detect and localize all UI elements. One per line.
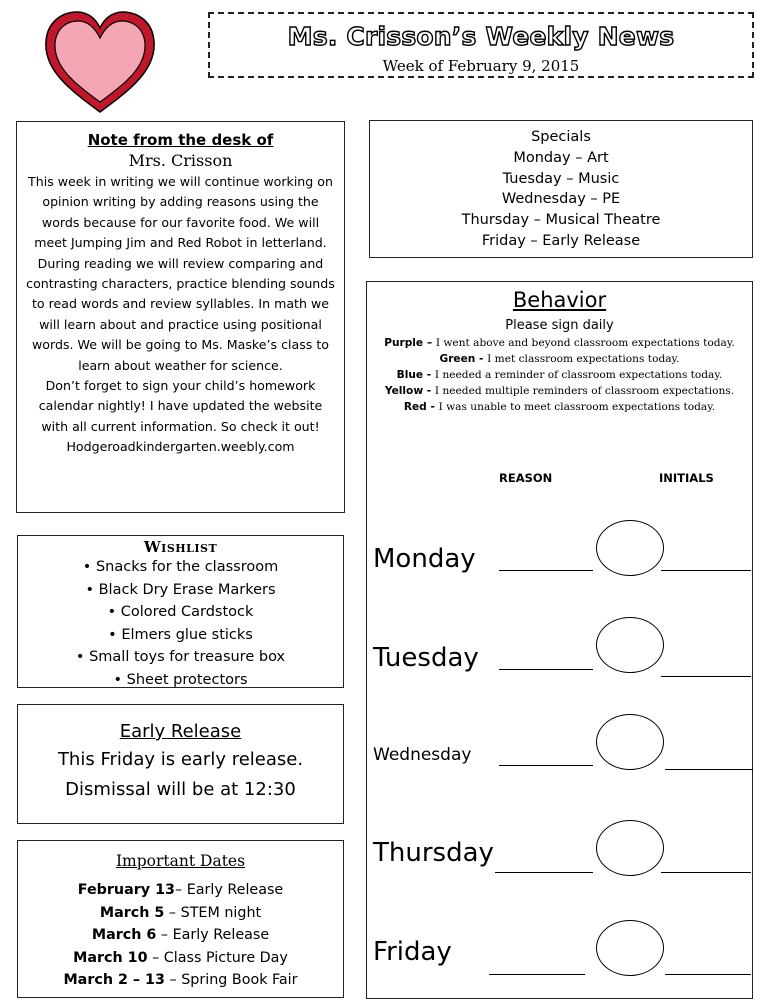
initials-line[interactable] [665, 769, 753, 770]
reason-line[interactable] [499, 570, 593, 571]
color-circle[interactable] [596, 617, 664, 673]
reason-line[interactable] [499, 765, 593, 766]
initials-column-label: INITIALS [659, 471, 714, 485]
date-item: March 6 – Early Release [91, 927, 270, 943]
wishlist-item: • Colored Cardstock [107, 604, 254, 621]
date-item: March 10 – Class Picture Day [73, 949, 288, 966]
wishlist-item: • Sheet protectors [113, 671, 248, 688]
specials-item: Wednesday – PE [501, 191, 621, 208]
wishlist-item: • Elmers glue sticks [108, 626, 253, 643]
initials-line[interactable] [661, 570, 751, 571]
note-paragraph-reminder: Don’t forget to sign your child’s homework calendar nightly! I have updated the website with all current information. So check it out! [38, 378, 323, 434]
heart-icon [40, 8, 160, 120]
specials-item: Thursday – Musical Theatre [461, 212, 661, 229]
reason-column-label: REASON [499, 471, 553, 485]
behavior-subtitle: Please sign daily [505, 318, 614, 333]
wishlist-title: Wishlist [143, 538, 218, 556]
day-label-friday: Friday [373, 937, 452, 967]
behavior-title: Behavior [512, 288, 607, 312]
color-circle[interactable] [596, 714, 664, 770]
date-item: March 5 – STEM night [99, 904, 262, 921]
date-item: March 2 – 13 – Spring Book Fair [63, 972, 298, 988]
initials-line[interactable] [665, 974, 751, 975]
date-item: February 13– Early Release [77, 882, 284, 898]
legend-item-blue: Blue - I needed a reminder of classroom expectations today. [396, 369, 723, 381]
color-circle[interactable] [596, 820, 664, 876]
note-body [25, 172, 336, 458]
color-circle[interactable] [596, 920, 664, 976]
day-row-thursday [367, 812, 754, 902]
day-row-wednesday [367, 707, 754, 797]
day-label-thursday: Thursday [373, 838, 494, 868]
behavior-legend [377, 335, 742, 415]
reason-line[interactable] [499, 669, 593, 670]
wishlist-item: • Snacks for the classroom [82, 559, 279, 575]
day-label-monday: Monday [373, 544, 476, 574]
newsletter-header [208, 12, 754, 78]
behavior-chart [366, 281, 753, 999]
legend-item-red: Red - I was unable to meet classroom expectations today. [403, 401, 716, 413]
initials-line[interactable] [661, 676, 751, 677]
wishlist-item: • Black Dry Erase Markers [85, 581, 276, 598]
day-label-wednesday: Wednesday [373, 745, 472, 765]
early-release-box [17, 704, 344, 824]
day-row-tuesday [367, 607, 754, 697]
week-subtitle: Week of February 9, 2015 [382, 57, 580, 75]
day-label-tuesday: Tuesday [373, 643, 479, 673]
dismissal-time: Dismissal will be at 12:30 [65, 779, 296, 800]
early-release-title: Early Release [119, 721, 242, 742]
initials-line[interactable] [661, 872, 751, 873]
note-teacher-name: Mrs. Crisson [128, 151, 233, 170]
color-circle[interactable] [596, 520, 664, 576]
specials-item: Friday – Early Release [481, 232, 641, 249]
specials-item: Monday – Art [513, 149, 609, 166]
legend-item-green: Green - I met classroom expectations today. [439, 353, 680, 365]
note-website: Hodgeroadkindergarten.weebly.com [66, 439, 295, 455]
wishlist-box [17, 535, 344, 688]
reason-line[interactable] [489, 974, 585, 975]
day-row-monday [367, 507, 754, 597]
legend-item-purple: Purple – I went above and beyond classroom expectations today. [384, 337, 735, 349]
specials-item: Tuesday – Music [502, 170, 620, 187]
teacher-note-box [16, 121, 345, 513]
wishlist-item: • Small toys for treasure box [75, 649, 286, 666]
specials-title: Specials [531, 129, 591, 145]
note-heading: Note from the desk of [87, 131, 274, 149]
reason-line[interactable] [495, 872, 593, 873]
note-paragraph-weekly: This week in writing we will continue working on opinion writing by adding reasons using the words because for our favorite food. We will meet Jumping Jim and Red Robot in letterland. During reading we will review comparing and contrasting characters, practice blending sounds to read words and review syllables. In math we will learn about and practice using positional words. We will be going to Ms. Maske’s class to learn about weather for science. [26, 174, 335, 373]
important-dates-box [17, 840, 344, 998]
page-title: Ms. Crisson’s Weekly News [287, 22, 675, 51]
early-release-notice: This Friday is early release. [57, 749, 304, 770]
legend-item-yellow: Yellow - I needed multiple reminders of classroom expectations. [384, 385, 735, 397]
specials-box [369, 120, 753, 258]
important-dates-title: Important Dates [115, 852, 246, 870]
day-row-friday [367, 910, 754, 1000]
